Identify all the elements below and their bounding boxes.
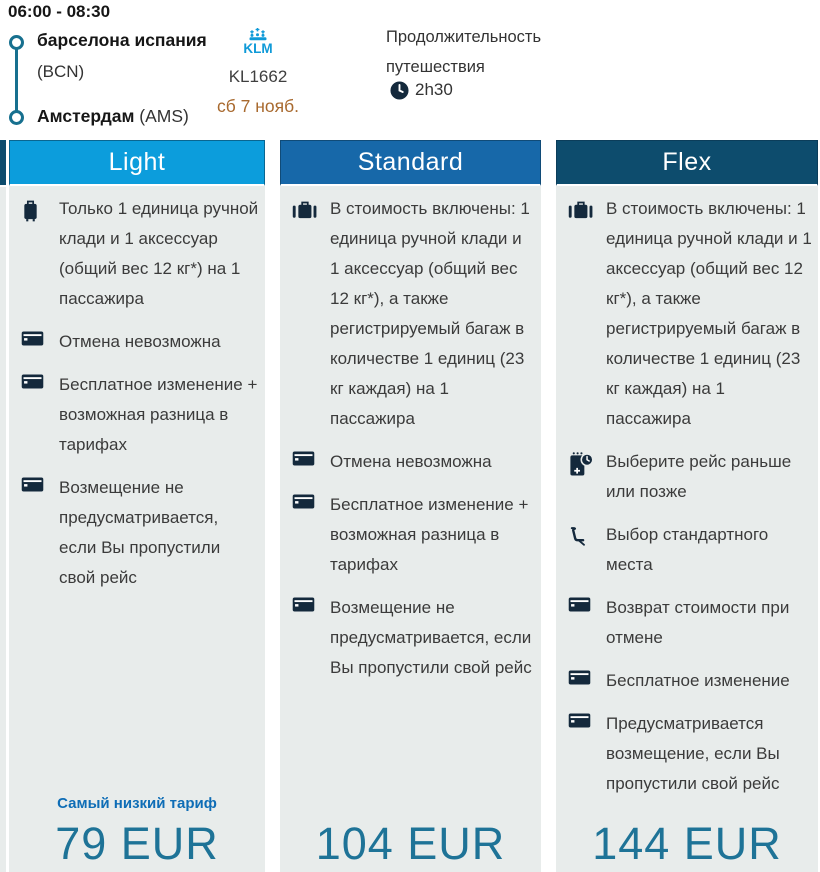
fare-feature xyxy=(568,447,812,507)
origin-dot-icon xyxy=(9,35,24,50)
previous-card-header-sliver xyxy=(0,140,6,187)
credit-card-icon xyxy=(21,327,59,357)
fare-body-standard xyxy=(280,186,541,872)
fare-feature xyxy=(21,327,259,357)
lowest-fare-tagline: Самый низкий тариф xyxy=(57,795,217,812)
feature-list xyxy=(568,194,812,799)
svg-text:KLM: KLM xyxy=(243,41,273,56)
duration-value: 2h30 xyxy=(415,80,453,99)
fare-feature xyxy=(568,194,812,434)
fare-title-flex: Flex xyxy=(556,140,818,186)
feature-list xyxy=(21,194,259,593)
feature-text: Бесплатное изменение + возможная разница в тарифах xyxy=(59,375,258,454)
feature-text: Выберите рейс раньше или позже xyxy=(606,452,792,501)
duration-label: Продолжительность путешествия xyxy=(386,28,542,76)
clock-icon xyxy=(390,81,409,100)
fare-feature xyxy=(568,520,812,580)
credit-card-icon xyxy=(568,709,606,799)
feature-text: Возмещение не предусматривается, если Вы пропустили свой рейс xyxy=(330,598,532,677)
feature-text: Бесплатное изменение + возможная разница в тарифах xyxy=(330,495,529,574)
fare-feature xyxy=(21,473,259,593)
calendar-clock-icon xyxy=(568,447,606,507)
credit-card-icon xyxy=(21,370,59,460)
flight-time-range: 06:00 - 08:30 xyxy=(8,2,111,21)
fare-feature xyxy=(21,194,259,314)
fare-title-standard: Standard xyxy=(280,140,541,186)
luggage-icon xyxy=(568,194,606,434)
feature-text: Отмена невозможна xyxy=(59,332,221,351)
flight-date: сб 7 нояб. xyxy=(217,96,299,116)
origin-airport-code: (BCN) xyxy=(37,62,85,81)
fare-title-light: Light xyxy=(9,140,265,186)
feature-text: Бесплатное изменение xyxy=(606,671,790,690)
fare-feature xyxy=(568,709,812,799)
fare-feature xyxy=(292,194,535,434)
flight-number: KL1662 xyxy=(228,67,288,86)
destination-dot-icon xyxy=(9,110,24,125)
credit-card-icon xyxy=(292,593,330,683)
route-connector-line xyxy=(15,44,18,116)
feature-text: В стоимость включены: 1 единица ручной клади и 1 аксессуар (общий вес 12 кг*), а также регистрируемый багаж в количестве 1 единиц (23 кг каждая) на 1 пассажира xyxy=(330,199,530,428)
credit-card-icon xyxy=(21,473,59,593)
destination-row xyxy=(37,106,189,127)
fare-cards-row xyxy=(0,140,820,872)
destination-city: Амстердам xyxy=(37,106,135,126)
feature-text: Предусматривается возмещение, если Вы пропустили свой рейс xyxy=(606,714,780,793)
feature-text: Выбор стандартного места xyxy=(606,525,769,574)
fare-feature xyxy=(292,593,535,683)
fare-feature xyxy=(292,447,535,477)
previous-card-body-sliver xyxy=(0,187,6,872)
feature-text: Отмена невозможна xyxy=(330,452,492,471)
destination-airport-code: (AMS) xyxy=(134,106,189,126)
fare-feature xyxy=(292,490,535,580)
flight-summary xyxy=(0,0,820,140)
origin-city: барселона испания xyxy=(37,30,207,50)
fare-price-standard: 104 EUR xyxy=(315,818,506,869)
credit-card-icon xyxy=(568,666,606,696)
fare-price-light: 79 EUR xyxy=(55,818,219,869)
klm-crown-logo-icon xyxy=(236,26,280,56)
fare-body-light xyxy=(9,186,265,872)
feature-text: Возмещение не предусматривается, если Вы пропустили свой рейс xyxy=(59,478,221,587)
duration-row xyxy=(390,80,453,100)
previous-card-edge[interactable] xyxy=(0,140,6,872)
fare-feature xyxy=(21,370,259,460)
fare-card-light[interactable] xyxy=(9,140,265,872)
feature-text: Только 1 единица ручной клади и 1 аксессуар (общий вес 12 кг*) на 1 пассажира xyxy=(59,199,259,308)
fare-card-flex[interactable] xyxy=(556,140,818,872)
fare-feature xyxy=(568,593,812,653)
credit-card-icon xyxy=(568,593,606,653)
suitcase-icon xyxy=(21,194,59,314)
feature-list xyxy=(292,194,535,683)
fare-card-standard[interactable] xyxy=(280,140,541,872)
airline-logo xyxy=(222,26,294,61)
fare-body-flex xyxy=(556,186,818,872)
feature-text: Возврат стоимости при отмене xyxy=(606,598,790,647)
credit-card-icon xyxy=(292,447,330,477)
luggage-icon xyxy=(292,194,330,434)
credit-card-icon xyxy=(292,490,330,580)
fare-price-flex: 144 EUR xyxy=(592,818,782,869)
seat-icon xyxy=(568,520,606,580)
fare-feature xyxy=(568,666,812,696)
feature-text: В стоимость включены: 1 единица ручной клади и 1 аксессуар (общий вес 12 кг*), а также регистрируемый багаж в количестве 1 единиц (23 кг каждая) на 1 пассажира xyxy=(606,199,812,428)
